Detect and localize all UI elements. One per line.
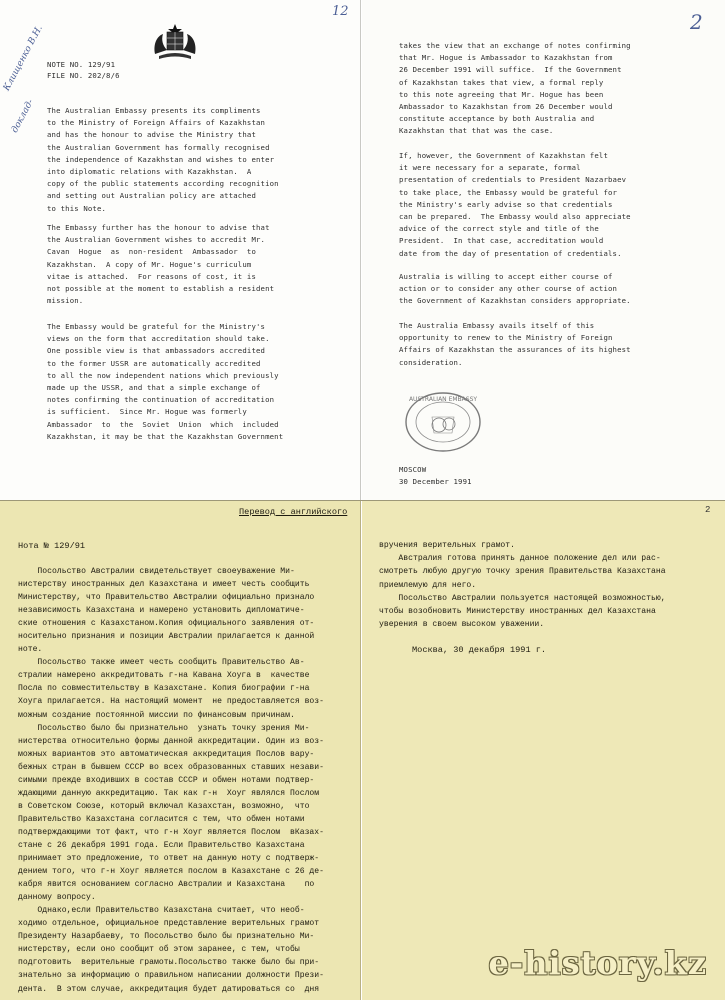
paragraph-7: The Australia Embassy avails itself of this opportunity to renew to the Ministry of Foreign Affairs of Kazakhstan the assurances of its highest consideration. bbox=[399, 321, 631, 367]
paragraph-6: Australia is willing to accept either course of action or to consider any other course of action the Government of Kazakhstan considers appropriate. bbox=[399, 272, 631, 306]
embassy-seal-icon bbox=[404, 391, 482, 453]
paragraph-5: If, however, the Government of Kazakhstan felt it were necessary for a separate, formal presentation of credentials to President Nazarbaev to take place, the Embassy would be grateful for the Ministry's early advise so that credentials can be prepared. The Embassy would also appreciate advice of the correct style and title of the President. In that case, accreditation would date from the day of presentation of credentials. bbox=[399, 151, 631, 258]
paragraph-2: The Embassy further has the honour to advise that the Australian Government wishes to accredit Mr. Cavan Hogue as non-resident Ambassador to Kazakhstan. A copy of Mr. Hogue's curriculum vitae is attached. For reasons of cost, it is not possible at the moment to establish a resident mission. bbox=[47, 223, 275, 306]
coat-of-arms-icon bbox=[151, 24, 199, 60]
page-3-russian-translation bbox=[0, 501, 361, 1000]
paragraph-1: The Australian Embassy presents its compliments to the Ministry of Foreign Affairs of Kazakhstan and has the honour to advise the Ministry that the Australian Government has formally recognised the independence of Kazakhstan and wishes to enter into diplomatic relations with Kazakhstan. A copy of the public statements according recognition and setting out Australian policy are attached to this Note. bbox=[47, 106, 279, 213]
translation-page-number: 2 bbox=[705, 505, 711, 515]
translation-note-number: Нота № 129/91 bbox=[18, 541, 86, 551]
paragraph-4: takes the view that an exchange of notes confirming that Mr. Hogue is Ambassador to Kazakhstan from 26 December 1991 will suffice. If the Government of Kazakhstan takes that view, a formal reply to this note agreeing that Mr. Hogue has been Ambassador to Kazakhstan from 26 December would constitute acceptance by both Australia and Kazakhstan that that was the case. bbox=[399, 41, 631, 136]
place: MOSCOW bbox=[399, 465, 427, 474]
site-watermark: e-history.kz bbox=[488, 944, 707, 982]
svg-text:AUSTRALIAN EMBASSY: AUSTRALIAN EMBASSY bbox=[408, 396, 478, 403]
page-1-english-note bbox=[0, 0, 361, 500]
handwritten-margin-note: Клищенко В.Н. bbox=[2, 23, 45, 93]
translation-body: Посольство Австралии свидетельствует своеуважение Ми- нистерству иностранных дел Казахстана и имеет честь сообщить Министерству, что Правительство Австралии официально признало независимость Казахстана и намерено установить дипломатиче- ские отношения с Казахстаном.Копия официального заявления от- носительно признания и позиции Австралии прилагается к данной ноте. Посольство также имеет честь сообщить Правительство Ав- стралии намерено аккредитовать г-на Кавана Хоуга в качестве Посла по совместительству в Казахстане. Копия биографии г-на Хоуга прилагается. На настоящий момент не предоставляется воз- можным создание постоянной миссии по финансовым причинам. Посольство было бы признательно узнать точку зрения Ми- нистерства относительно формы данной аккредитации. Один из воз- можных вариантов это автоматическая аккредитация Послов вару- бежных стран в бывшем СССР во всех образованных ставших незави- симыми прежде входивших в состав СССР и обмен нотами подтвер- ждающими данную аккредитацию. Так как г-н Хоуг являлся Послом в Советском Союзе, который включал Казахстан, возможно, что Правительство Казахстана согласится с тем, что обмен нотами подтверждающими тот факт, что г-н Хоуг является Послом вКазах- стане с 26 декабря 1991 года. Если Правительство Казахстана принимает это предложение, то ответ на данную ноту с подтверж- дением того, что г-н Хоуг является послом в Казахстане с 26 де- кабря явится основанием согласно Австралии и Казахстана по данному вопросу. Однако,если Правительство Казахстана считает, что необ- ходимо отдельное, официальное представление верительных грамот Президенту Назарбаеву, то Посольство было бы признательно Ми- нистерству, если оно сообщит об этом заранее, с тем, чтобы подготовить верительные грамоты.Посольство также было бы при- знательно за информацию о правильном написании должности Прези- дента. В этом случае, аккредитация будет датироваться со дня bbox=[18, 567, 324, 994]
handwritten-page-number: 12 bbox=[332, 4, 349, 19]
handwritten-margin-note-2: доклад- bbox=[10, 97, 36, 135]
page-4-russian-translation bbox=[362, 501, 725, 1000]
translation-body-continued: вручения верительных грамот. Австралия готова принять данное положение дел или рас- смотреть любую другую точку зрения Правительства Казахстана приемлемую для него. Посольство Австралии пользуется настоящей возможностью, чтобы возобновить Министерству иностранных дел Казахстана уверения в своем высоком уважении. bbox=[379, 541, 666, 630]
note-number: NOTE NO. 129/91 bbox=[47, 60, 116, 69]
date: 30 December 1991 bbox=[399, 477, 472, 486]
handwritten-page-number: 2 bbox=[690, 10, 703, 34]
file-number: FILE NO. 202/8/6 bbox=[47, 71, 120, 80]
translation-date: Москва, 30 декабря 1991 г. bbox=[412, 645, 547, 655]
translation-heading: Перевод с английского bbox=[239, 507, 348, 517]
paragraph-3: The Embassy would be grateful for the Ministry's views on the form that accreditation should take. One possible view is that ambassadors accredited to the former USSR are automatically accredited to all the now independent nations which previously made up the USSR, and that a simple exchange of notes confirming the continuation of accreditation is sufficient. Since Mr. Hogue was formerly Ambassador to the Soviet Union which included Kazakhstan, it may be that the Kazakhstan Government bbox=[47, 322, 284, 441]
